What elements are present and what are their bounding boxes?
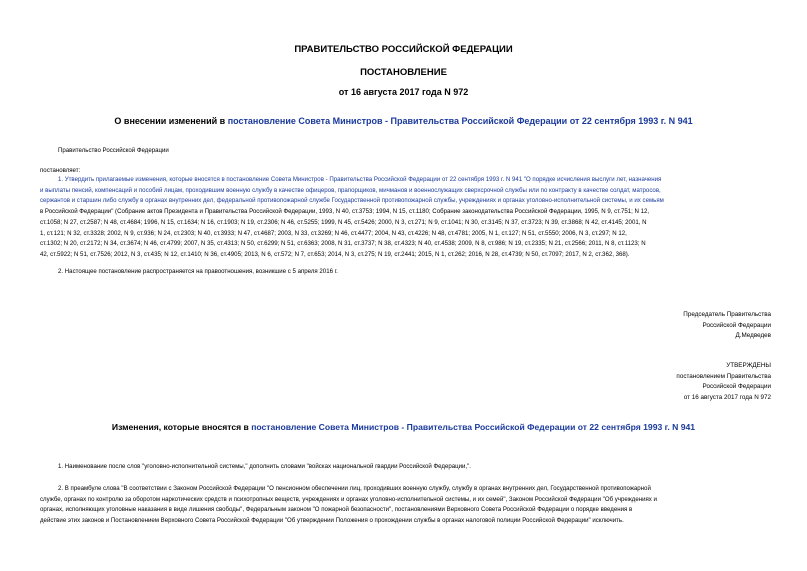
changes-title	[0, 422, 807, 432]
changes-item2-line: органах, исполняющих уголовные наказания в виде лишения свободы", Федеральным законом "О пожарной безопасности", постановлениями Верховного Совета Российской Федерации о порядке введения в	[40, 506, 633, 514]
document-date-number: от 16 августа 2017 года N 972	[338, 87, 469, 97]
signature-block	[571, 310, 771, 342]
approved-block	[571, 361, 771, 403]
item1-line: в Российской Федерации" (Собрание актов Президента и Правительства Российской Федерации, 1993, N 40, ст.3753; 1994, N 15, ст.1180; Собрание законодательства Российской Федерации, 1995, N 9, ст.751; N 12,	[40, 208, 650, 216]
resolves-text: постановляет:	[40, 167, 81, 174]
document-type-heading: ПОСТАНОВЛЕНИЕ	[360, 67, 447, 78]
document-title-link[interactable]: постановление Совета Министров - Правительства Российской Федерации от 22 сентября 1993 г. N 941	[227, 116, 693, 126]
item1-paragraph	[40, 175, 772, 261]
signature-name: Д.Медведев	[735, 332, 771, 340]
changes-title-prefix: Изменения, которые вносятся в	[111, 422, 252, 432]
approved-date: от 16 августа 2017 года N 972	[683, 393, 771, 401]
signature-country: Российской Федерации	[702, 321, 771, 329]
item2-text: 2. Настоящее постановление распространяется на правоотношения, возникшие с 5 апреля 2016 г.	[58, 268, 338, 275]
approved-by: постановлением Правительства	[676, 372, 771, 380]
document-title-prefix: О внесении изменений в	[114, 116, 228, 126]
changes-item1: 1. Наименование после слов "уголовно-исполнительной системы," дополнить словами "войсках национальной гвардии Российской Федерации,".	[58, 463, 471, 470]
item1-line: 42, ст.5922; N 51, ст.7526; 2012, N 3, ст.435; N 12, ст.1410; N 36, ст.4905; 2013, N 6, ст.572; N 7, ст.653; 2014, N 3, ст.275; N 19, ст.2441; 2015, N 1, ст.262; 2016, N 28, ст.4739; N 50, ст.7097; 2017, N 2, ст.362, 368).	[40, 250, 630, 258]
changes-item2-line: 2. В преамбуле слова "В соответствии с Законом Российской Федерации "О пенсионном обеспечении лиц, проходивших военную службу, службу в органах внутренних дел, Государственной противопожарной	[58, 485, 651, 492]
changes-item2-line: службе, органах по контролю за оборотом наркотических средств и психотропных веществ, учреждениях и органах уголовно-исполнительной системы, и их семей", Законом Российской Федерации "Об учреждениях и	[40, 495, 657, 503]
changes-item2-line: действие этих законов и Постановлением Верховного Совета Российской Федерации "Об утверждении Положения о прохождении службы в органах налоговой полиции Российской Федерации" исключить.	[40, 517, 624, 525]
item1-line[interactable]: 1. Утвердить прилагаемые изменения, которые вносятся в постановление Совета Министров - Правительства Российской Федерации от 22 сентября 1993 г. N 941 "О порядке исчисления выслуги лет, назначения	[58, 176, 662, 183]
item1-line[interactable]: и выплаты пенсий, компенсаций и пособий лицам, проходившим военную службу в качестве офицеров, прапорщиков, мичманов и военнослужащих сверхсрочной службы или по контракту в качестве солдат, матросов,	[40, 186, 661, 194]
item1-line: ст.1302; N 20, ст.2172; N 34, ст.3674; N 46, ст.4799; 2007, N 35, ст.4313; N 50, ст.6299; N 51, ст.6363; 2008, N 31, ст.3737; N 38, ст.4323; N 40, ст.4538; 2009, N 8, ст.986; N 19, ст.2335; N 21, ст.2566; 2011, N 8, ст.1123; N	[40, 240, 646, 248]
changes-item2-paragraph	[40, 484, 772, 527]
item1-line[interactable]: сержантов и старшин либо службу в органах внутренних дел, федеральной противопожарной службе Государственной противопожарной службы, учреждениях и органах уголовно-исполнительной системы, и их семьям	[40, 197, 664, 205]
approved-country: Российской Федерации	[702, 383, 771, 391]
government-heading: ПРАВИТЕЛЬСТВО РОССИЙСКОЙ ФЕДЕРАЦИИ	[294, 44, 513, 55]
item1-line: ст.1058; N 27, ст.2587; N 48, ст.4684; 1996, N 15, ст.1634; N 16, ст.1903; N 19, ст.2306; N 46, ст.5255; 1999, N 45, ст.5426; 2000, N 3, ст.271; N 9, ст.1041; N 30, ст.3145; N 37, ст.3723; N 39, ст.3868; N 42, ст.4145; 2001, N	[40, 218, 647, 226]
document-title	[0, 116, 807, 126]
item1-line: 1, ст.121; N 32, ст.3328; 2002, N 9, ст.936; N 24, ст.2303; N 40, ст.3933; N 47, ст.4687; 2003, N 33, ст.3269; N 46, ст.4477; 2004, N 43, ст.4226; N 48, ст.4781; 2005, N 1, ст.127; N 51, ст.5550; 2006, N 3, ст.297; N 12,	[40, 229, 627, 237]
approved-label: УТВЕРЖДЕНЫ	[726, 362, 771, 369]
changes-title-link[interactable]: постановление Совета Министров - Правительства Российской Федерации от 22 сентября 1993 г. N 941	[251, 422, 696, 432]
signature-title: Председатель Правительства	[683, 311, 771, 318]
intro-text: Правительство Российской Федерации	[58, 147, 169, 154]
